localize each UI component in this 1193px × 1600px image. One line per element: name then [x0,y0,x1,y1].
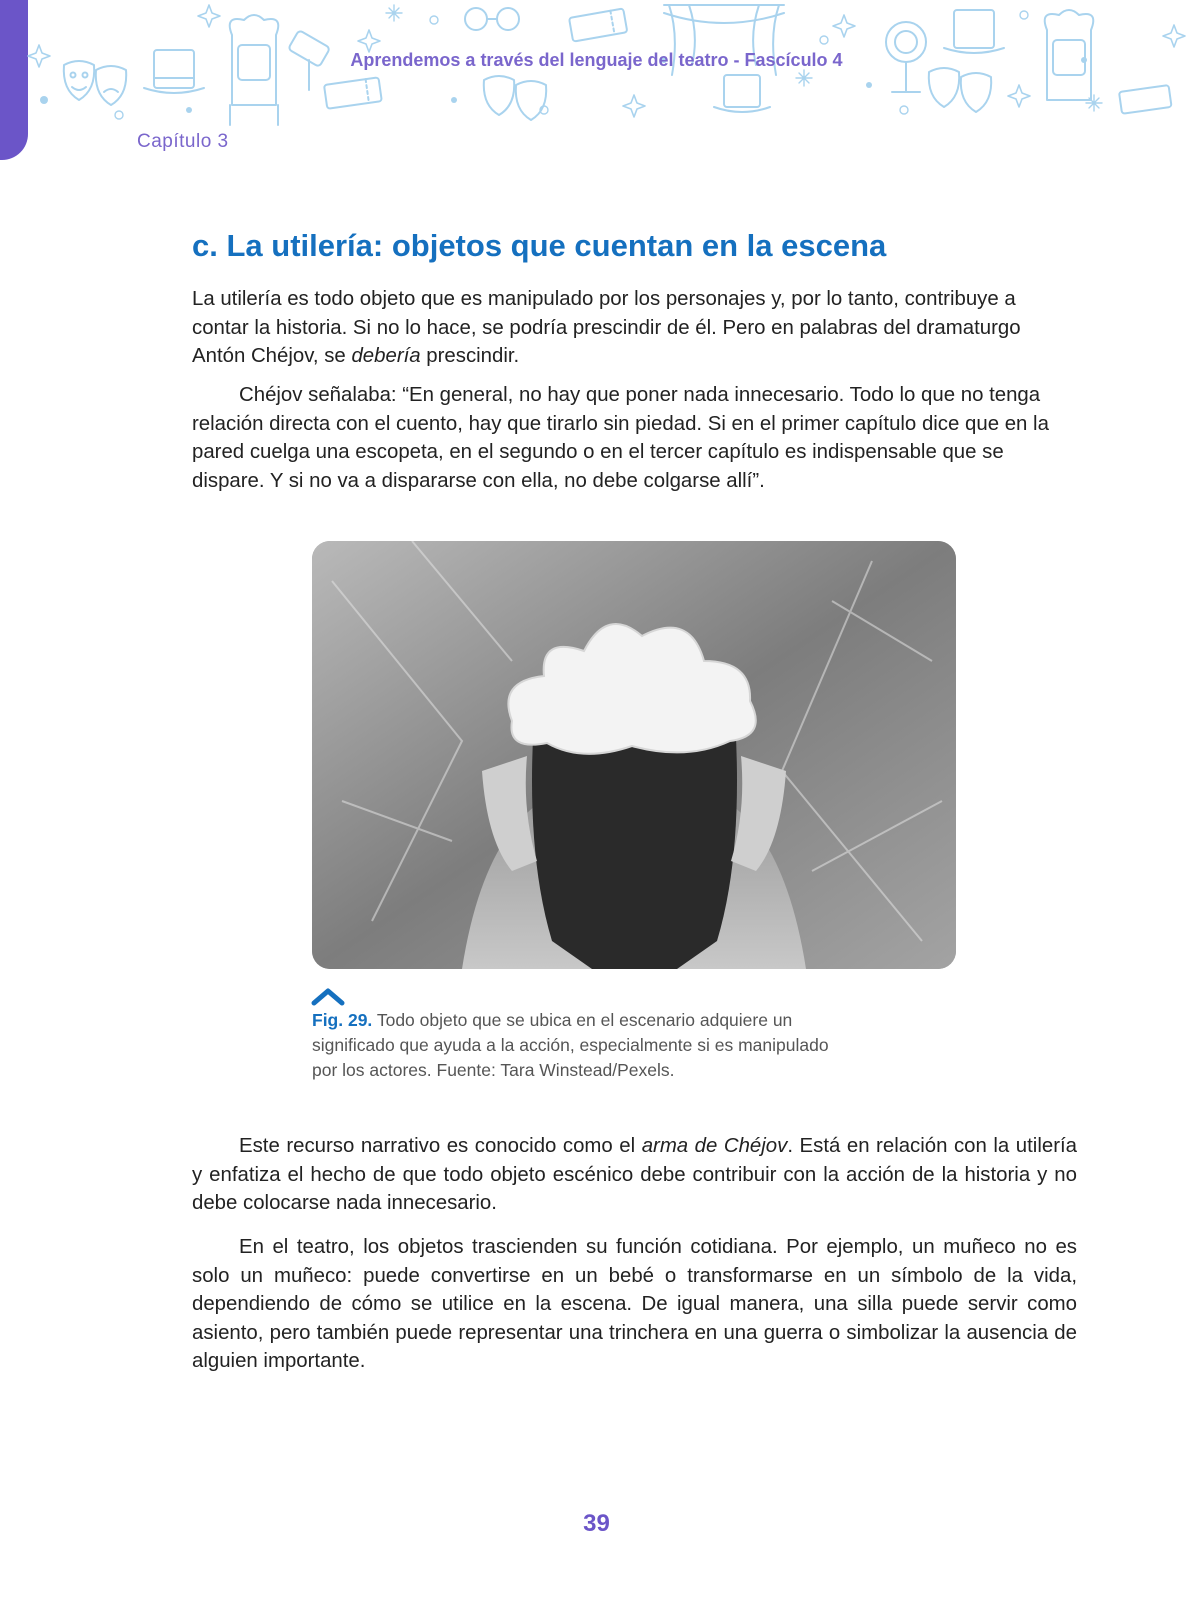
running-title: Aprendemos a través del lenguaje del teatro - Fascículo 4 [350,50,843,70]
theater-masks-icon [484,76,546,120]
binoculars-icon [465,8,519,30]
theater-masks-icon [929,68,991,112]
figure-caption-text: Todo objeto que se ubica en el escenario adquiere un significado que ayuda a la acción, especialmente si es manipulado por los actores. Fuente: Tara Winstead/Pexels. [312,1010,829,1080]
paragraph-utileria-definition [192,285,1077,371]
ticket-icon [324,77,382,108]
paragraph-arma-de-chejov [192,1132,1077,1218]
emphasis-deberia: debería [351,345,421,367]
top-hat-icon [714,75,770,112]
figure-label: Fig. 29. [312,1010,373,1030]
figure-photo-cloud-mask [312,541,956,969]
paragraph-text: prescindir. [420,345,520,367]
chapter-label: Capítulo 3 [137,131,229,152]
paragraph-text: . Está en relación con la utilería y enfatiza el hecho de que todo objeto escénico debe contribuir con la acción de la historia y no debe colocarse nada innecesario. [192,1135,1077,1214]
emphasis-arma-de-chejov: arma de Chéjov [641,1135,788,1157]
paragraph-text: La utilería es todo objeto que es manipulado por los personajes y, por lo tanto, contribuye a contar la historia. Si no lo hace, se podría prescindir de él. Pero en palabras del dramaturgo Antón Chéjov, se [192,288,1021,367]
figure-caption [312,1008,832,1083]
caret-up-icon [311,986,345,1006]
paragraph-text: Este recurso narrativo es conocido como el [239,1135,642,1157]
top-hat-icon [944,10,1004,53]
section-title: c. La utilería: objetos que cuentan en la escena [192,228,887,263]
page-number: 39 [583,1510,610,1537]
ticket-icon [1119,85,1172,114]
paragraph-objects-transcend: En el teatro, los objetos trascienden su función cotidiana. Por ejemplo, un muñeco no es solo un muñeco: puede convertirse en un bebé o transformarse en un símbolo de la vida, dependiendo de cómo se utilice en la escena. De igual manera, una silla puede servir como asiento, pero también puede representar una trinchera en una guerra o simbolizar la ausencia de alguien importante. [192,1236,1077,1372]
paragraph-chejov-quote: Chéjov señalaba: “En general, no hay que poner nada innecesario. Todo lo que no tenga relación directa con el cuento, hay que tirarlo sin piedad. Si en el primer capítulo dice que en la pared cuelga una escopeta, en el segundo o en el tercer capítulo es indispensable que se dispare. Y si no va a dispararse con ella, no debe colgarse allí”. [192,384,1049,492]
ticket-icon [569,8,627,41]
